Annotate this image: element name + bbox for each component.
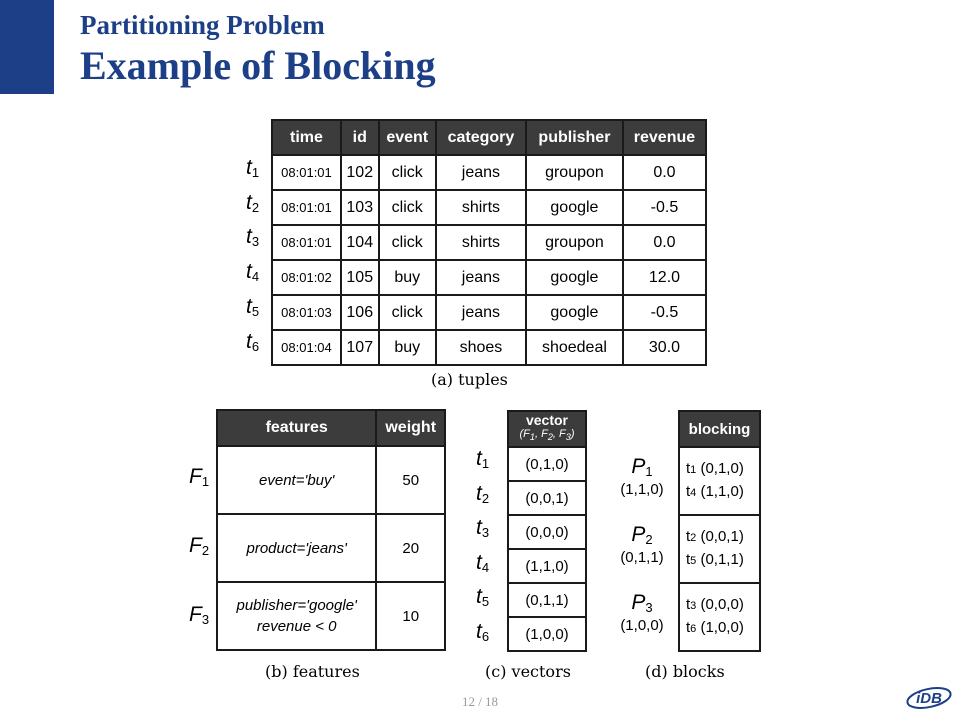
feature-weight: 50 [376,446,445,514]
vector-header-sub-index: 3 [565,432,571,443]
slide-subtitle: Example of Blocking [80,43,436,88]
vectors-header [508,411,586,447]
table-row [272,330,706,365]
vector-header-sub-index: 1 [529,432,535,443]
table-row [508,481,586,515]
vector-row-label-sub: 5 [481,594,490,609]
feature-line: product='jeans' [246,539,347,557]
table-cell: jeans [436,155,526,190]
block-cell [679,583,760,651]
table-cell: -0.5 [623,190,706,225]
partition-index: 1 [645,464,653,479]
table-row [679,515,760,583]
blocks-table [678,410,761,652]
vector-value: (0,1,0) [508,447,586,481]
table-cell: 107 [341,330,379,365]
table-cell: 08:01:01 [272,190,341,225]
partition-index: 3 [645,600,653,615]
vector-value: (1,0,0) [508,617,586,651]
table-cell: google [526,295,623,330]
table-row [679,447,760,515]
table-cell: 08:01:02 [272,260,341,295]
column-header-category: category [436,120,526,155]
table-cell: 0.0 [623,155,706,190]
table-cell: 102 [341,155,379,190]
table-row [508,515,586,549]
feature-row-label: $F_2$ [189,534,210,558]
partition-name: $P_2$ [631,523,653,547]
tuple-row-label: $t_2$ [246,190,260,215]
partition-label [607,455,677,498]
column-header-id: id [341,120,379,155]
partition-index: 2 [645,532,653,547]
features-caption: (b) features [265,662,360,681]
blocks-caption: (d) blocks [645,662,725,681]
tuples-table [271,119,707,366]
feature-weight: 20 [376,514,445,582]
block-entry-index: 4 [690,487,697,499]
vector-row-label-sub: 6 [481,628,490,644]
feature-row-label-sub: 3 [201,612,210,627]
column-header-revenue: revenue [623,120,706,155]
tuple-row-label: $t_5$ [246,294,260,319]
vector-row-label-sub: 4 [481,559,490,575]
table-row [508,617,586,651]
vector-value: (0,1,1) [508,583,586,617]
feature-row-label: $F_1$ [189,465,210,489]
vector-row-label-sub: 2 [481,490,490,506]
partition-label [607,591,677,634]
block-entry-index: 3 [690,600,697,612]
table-cell: jeans [436,295,526,330]
table-cell: jeans [436,260,526,295]
slide-number: 12 / 18 [461,694,499,709]
logo-text: iDB [916,690,942,707]
table-cell: 08:01:01 [272,155,341,190]
feature-weight: 10 [376,582,445,650]
table-row [508,447,586,481]
table-row [272,155,706,190]
tuples-caption: (a) tuples [431,370,508,389]
vectors-header-sub: ($F_1$, $F_2$, $F_3$) [519,428,575,443]
table-row [217,582,445,650]
table-cell: click [379,295,436,330]
block-entry: t2 (0,0,1) [686,528,744,545]
partition-name: $P_1$ [631,455,653,479]
vector-row-label-sub: 3 [481,525,490,540]
features-table [216,409,446,651]
feature-line: publisher='google' [236,597,357,614]
feature-row-label: $F_3$ [189,603,210,627]
table-cell: shoes [436,330,526,365]
table-cell: click [379,155,436,190]
idb-logo [905,681,953,715]
feature-line: event='buy' [259,471,335,489]
vector-value: (1,1,0) [508,549,586,583]
column-header-features: features [217,410,376,446]
table-cell: 08:01:03 [272,295,341,330]
vector-value: (0,0,1) [508,481,586,515]
tuple-row-label-sub: 2 [251,199,260,215]
table-cell: shirts [436,190,526,225]
table-cell: click [379,190,436,225]
table-row [272,225,706,260]
vector-row-label: $t_1$ [476,447,490,471]
block-cell [679,515,760,583]
feature-definition [217,446,376,514]
vector-header-sub-index: 2 [547,432,553,443]
table-cell: 103 [341,190,379,225]
table-cell: buy [379,330,436,365]
column-header-publisher: publisher [526,120,623,155]
vector-row-label: $t_2$ [476,481,490,506]
vector-row-label: $t_5$ [476,585,490,609]
table-row [508,583,586,617]
table-row [217,514,445,582]
tuple-row-label: $t_4$ [246,260,260,285]
table-cell: click [379,225,436,260]
block-entry: t1 (0,1,0) [686,460,744,477]
table-cell: 105 [341,260,379,295]
table-cell: groupon [526,155,623,190]
table-cell: google [526,260,623,295]
table-cell: -0.5 [623,295,706,330]
block-entry-index: 1 [690,464,697,476]
vector-row-label: $t_4$ [476,550,490,575]
partition-vector: (0,1,1) [620,549,664,566]
feature-row-label-sub: 1 [201,474,210,489]
table-cell: shoedeal [526,330,623,365]
table-cell: 104 [341,225,379,260]
table-row [272,260,706,295]
feature-line: revenue < 0 [256,618,337,635]
blocks-header: blocking [679,411,760,447]
table-cell: google [526,190,623,225]
vectors-header-label: vector [525,412,569,429]
table-row [508,549,586,583]
table-row [217,446,445,514]
block-entry: t5 (0,1,1) [686,551,744,568]
vectors-table [507,410,587,652]
block-entry: t3 (0,0,0) [686,596,744,613]
tuple-row-label-sub: 4 [251,269,260,285]
accent-bar [0,0,54,94]
partition-vector: (1,0,0) [620,617,664,634]
partition-vector: (1,1,0) [620,481,664,498]
block-entry-index: 6 [690,623,697,635]
block-cell [679,447,760,515]
block-entry-index: 2 [690,532,697,544]
table-cell: 12.0 [623,260,706,295]
table-cell: groupon [526,225,623,260]
vector-row-label-sub: 1 [481,456,490,471]
column-header-time: time [272,120,341,155]
table-row [272,295,706,330]
block-entry: t6 (1,0,0) [686,619,744,636]
tuple-row-label: $t_6$ [246,329,260,354]
table-cell: shirts [436,225,526,260]
table-row [679,583,760,651]
partition-label [607,523,677,566]
feature-definition [217,582,376,650]
table-cell: buy [379,260,436,295]
table-cell: 106 [341,295,379,330]
feature-definition [217,514,376,582]
block-entry: t4 (1,1,0) [686,483,744,500]
tuple-row-label: $t_1$ [246,156,260,180]
table-cell: 08:01:04 [272,330,341,365]
partition-name: $P_3$ [631,591,653,615]
tuple-row-label-sub: 6 [251,338,260,354]
vectors-caption: (c) vectors [485,662,571,681]
vector-value: (0,0,0) [508,515,586,549]
tuple-row-label-sub: 5 [251,303,260,319]
vector-row-label: $t_3$ [476,516,490,540]
tuple-row-label-sub: 3 [251,234,260,250]
table-cell: 08:01:01 [272,225,341,260]
table-row [272,190,706,225]
table-cell: 0.0 [623,225,706,260]
vector-row-label: $t_6$ [476,619,490,644]
feature-row-label-sub: 2 [201,543,210,558]
tuple-row-label-sub: 1 [251,165,260,180]
column-header-weight: weight [376,410,445,446]
slide-title: Partitioning Problem [80,10,325,40]
column-header-event: event [379,120,436,155]
block-entry-index: 5 [690,555,697,567]
tuple-row-label: $t_3$ [246,225,260,250]
table-cell: 30.0 [623,330,706,365]
